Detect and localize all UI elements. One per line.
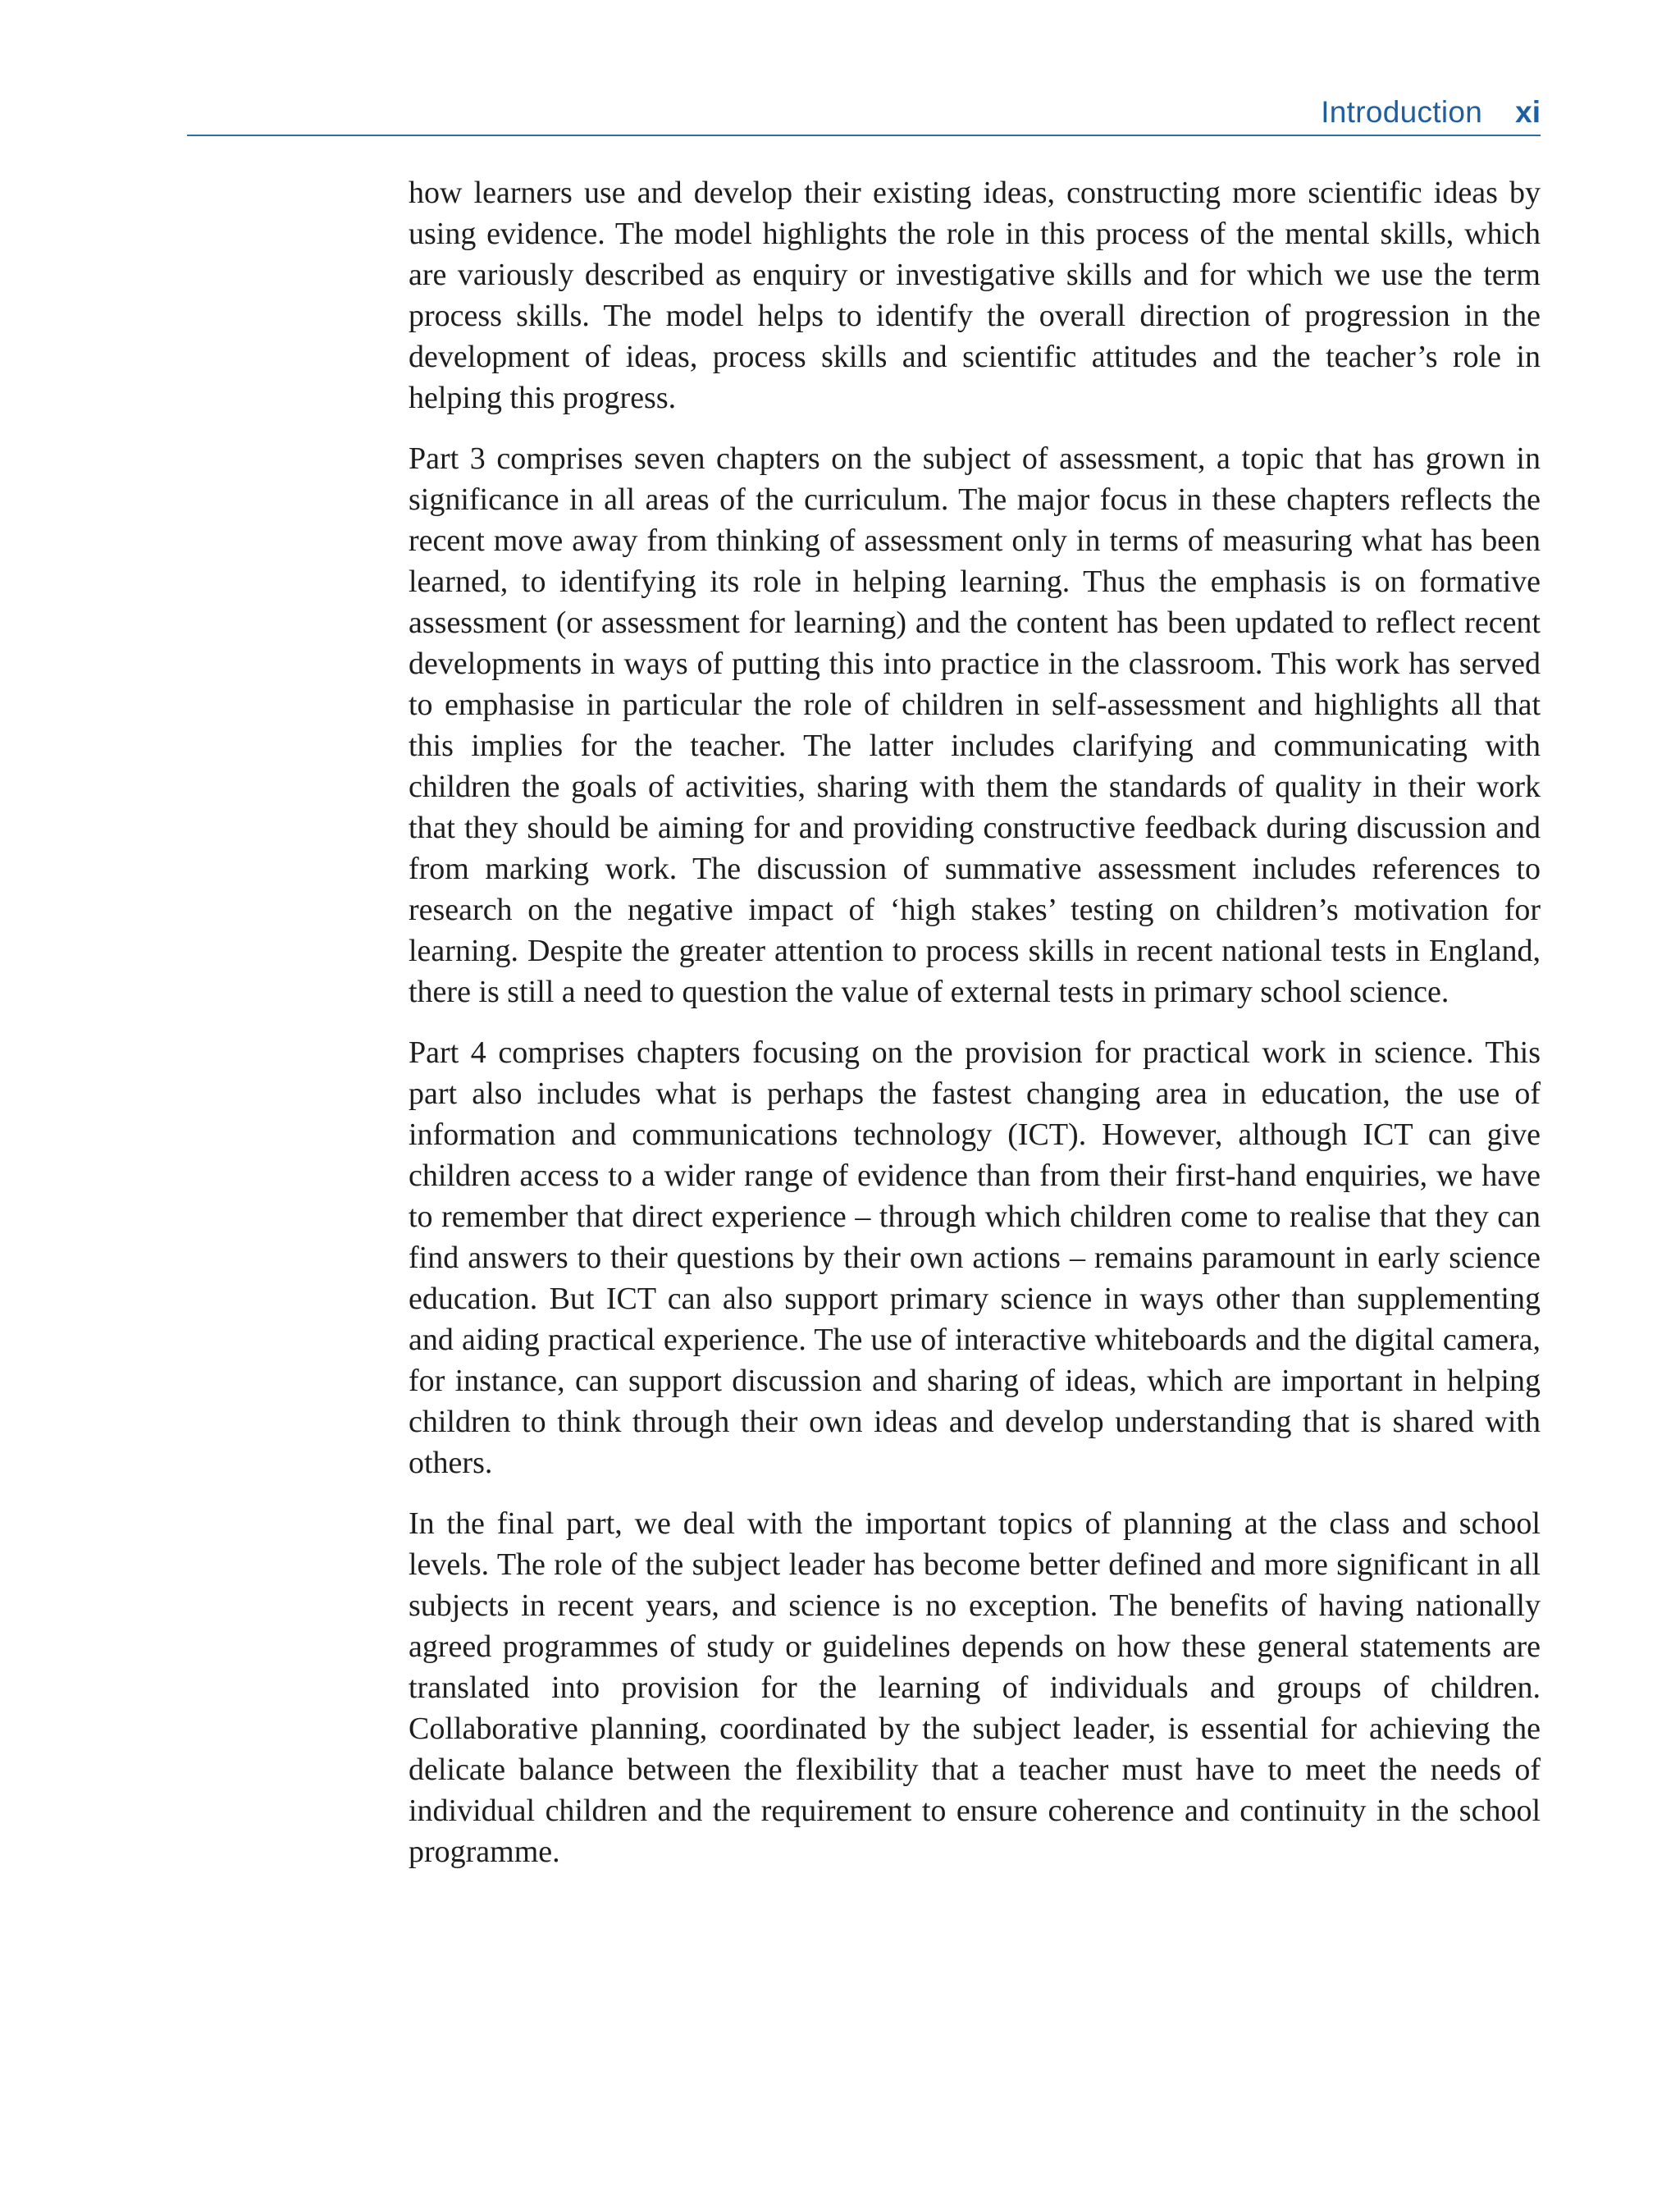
page-number: xi	[1515, 95, 1541, 129]
paragraph: how learners use and develop their existing ideas, constructing more scientific ideas by using evidence. The model highlights the role in this process of the mental skills, which are variously described as enquiry or investigative skills and for which we use the term process skills. The model helps to identify the overall direction of progression in the development of ideas, process skills and scientific attitudes and the teacher’s role in helping this progress.	[409, 176, 1541, 415]
body-text	[409, 172, 1541, 1892]
section-title: Introduction	[1321, 95, 1483, 129]
paragraph: Part 3 comprises seven chapters on the subject of assessment, a topic that has grown in significance in all areas of the curriculum. The major focus in these chapters reflects the recent move away from thinking of assessment only in terms of measuring what has been learned, to identifying its role in helping learning. Thus the emphasis is on formative assessment (or assessment for learning) and the content has been updated to reflect recent developments in ways of putting this into practice in the classroom. This work has served to emphasise in particular the role of children in self-assessment and highlights all that this implies for the teacher. The latter includes clarifying and communicating with children the goals of activities, sharing with them the standards of quality in their work that they should be aiming for and providing constructive feedback during discussion and from marking work. The discussion of summative assessment includes references to research on the negative impact of ‘high stakes’ testing on children’s motivation for learning. Despite the greater attention to process skills in recent national tests in England, there is still a need to question the value of external tests in primary school science.	[409, 441, 1541, 1009]
running-header	[187, 92, 1541, 136]
paragraph: In the final part, we deal with the important topics of planning at the class and school levels. The role of the subject leader has become better defined and more significant in all subjects in recent years, and science is no exception. The benefits of having nationally agreed programmes of study or guidelines depends on how these general statements are translated into provision for the learning of individuals and groups of children. Collaborative planning, coordinated by the subject leader, is essential for achieving the delicate balance between the flexibility that a teacher must have to meet the needs of individual children and the requirement to ensure coherence and continuity in the school programme.	[409, 1506, 1541, 1869]
paragraph: Part 4 comprises chapters focusing on the provision for practical work in science. This part also includes what is perhaps the fastest changing area in education, the use of information and communications technology (ICT). However, although ICT can give children access to a wider range of evidence than from their first-hand enquiries, we have to remember that direct experience – through which children come to realise that they can find answers to their questions by their own actions – remains paramount in early science education. But ICT can also support primary science in ways other than supplementing and aiding practical experience. The use of interactive whiteboards and the digital camera, for instance, can support discussion and sharing of ideas, which are important in helping children to think through their own ideas and develop understanding that is shared with others.	[409, 1035, 1541, 1480]
